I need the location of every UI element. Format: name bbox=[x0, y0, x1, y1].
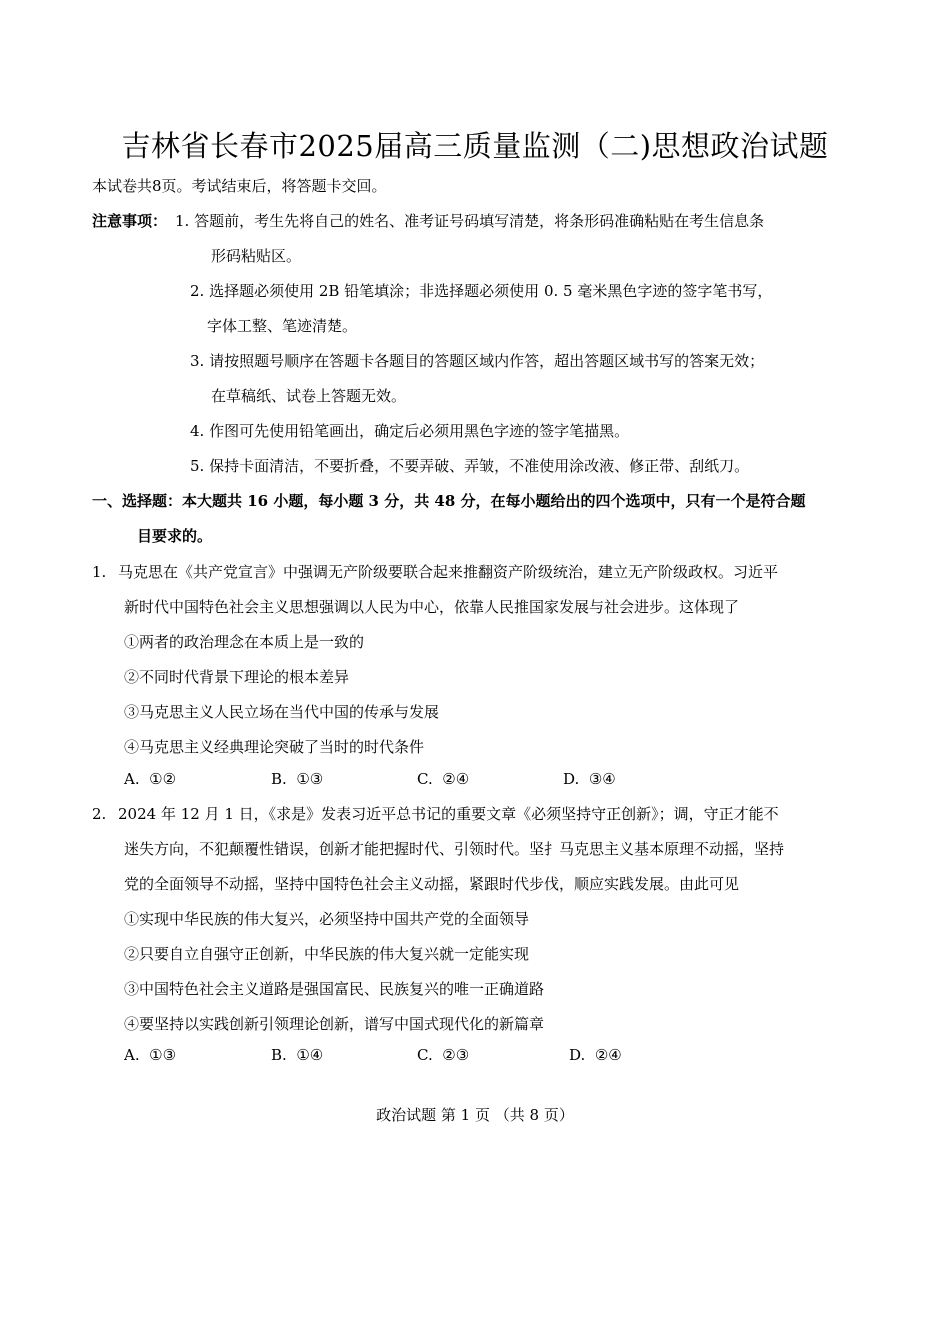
notice-item-2-cont: 字体工整、笔迹清楚。 bbox=[207, 317, 358, 335]
notice-item-5: 5. 保持卡面清洁，不要折叠，不要弄破、弄皱，不准使用涂改液、修正带、刮纸刀。 bbox=[190, 457, 750, 475]
option-value: ①② bbox=[149, 770, 177, 788]
question-stem-line: 2024 年 12 月 1 日，《求是》发表习近平总书记的重要文章《必须坚持守正创新》；调，守正才能不 bbox=[118, 805, 779, 823]
option-c bbox=[417, 1045, 469, 1065]
notice-label: 注意事项： bbox=[92, 212, 168, 230]
option-value: ①③ bbox=[296, 770, 324, 788]
intro-text: 本试卷共8页。考试结束后，将答题卡交回。 bbox=[92, 177, 387, 195]
option-b bbox=[271, 1045, 323, 1065]
option-value: ①③ bbox=[149, 1046, 177, 1064]
option-letter: C. bbox=[417, 1046, 433, 1064]
question-stem-line: 新时代中国特色社会主义思想强调以人民为中心，依靠人民推国家发展与社会进步。这体现了 bbox=[124, 598, 740, 616]
statement-1: ①实现中华民族的伟大复兴，必须坚持中国共产党的全面领导 bbox=[124, 910, 530, 928]
option-a bbox=[124, 769, 176, 789]
notice-item-1-cont: 形码粘贴区。 bbox=[211, 247, 302, 265]
option-b bbox=[271, 769, 323, 789]
statement-1: ①两者的政治理念在本质上是一致的 bbox=[124, 633, 365, 651]
option-value: ③④ bbox=[588, 770, 616, 788]
option-letter: B. bbox=[271, 770, 287, 788]
option-d bbox=[569, 1045, 622, 1065]
option-value: ②④ bbox=[594, 1046, 622, 1064]
statement-3: ③中国特色社会主义道路是强国富民、民族复兴的唯一正确道路 bbox=[124, 980, 545, 998]
option-letter: D. bbox=[569, 1046, 586, 1064]
option-letter: A. bbox=[124, 770, 140, 788]
option-letter: A. bbox=[124, 1046, 140, 1064]
option-c bbox=[417, 769, 469, 789]
option-value: ①④ bbox=[296, 1046, 324, 1064]
statement-4: ④马克思主义经典理论突破了当时的时代条件 bbox=[124, 738, 425, 756]
statement-4: ④要坚持以实践创新引领理论创新，谱写中国式现代化的新篇章 bbox=[124, 1015, 545, 1033]
question-number: 2. bbox=[92, 805, 107, 823]
section-heading: 一、选择题：本大题共 16 小题，每小题 3 分，共 48 分，在每小题给出的四个选项中，只有一个是符合题 bbox=[92, 492, 806, 510]
notice-item-3: 3. 请按照题号顺序在答题卡各题目的答题区域内作答，超出答题区域书写的答案无效； bbox=[190, 352, 765, 370]
option-value: ②④ bbox=[442, 770, 470, 788]
option-letter: B. bbox=[271, 1046, 287, 1064]
statement-2: ②只要自立自强守正创新，中华民族的伟大复兴就一定能实现 bbox=[124, 945, 530, 963]
option-value: ②③ bbox=[442, 1046, 470, 1064]
option-d bbox=[563, 769, 616, 789]
notice-item-3-cont: 在草稿纸、试卷上答题无效。 bbox=[211, 387, 407, 405]
option-a bbox=[124, 1045, 176, 1065]
option-letter: D. bbox=[563, 770, 580, 788]
notice-item-4: 4. 作图可先使用铅笔画出，确定后必须用黑色字迹的签字笔描黑。 bbox=[190, 422, 630, 440]
page-title: 吉林省长春市2025届高三质量监测（二)思想政治试题 bbox=[121, 129, 829, 163]
notice-item-2: 2. 选择题必须使用 2B 铅笔填涂；非选择题必须使用 0. 5 毫米黑色字迹的签字笔书写， bbox=[190, 282, 773, 300]
question-stem-line: 党的全面领导不动摇，坚持中国特色社会主义动摇，紧跟时代步伐，顺应实践发展。由此可见 bbox=[124, 875, 740, 893]
question-stem-line: 迷失方向，不犯颠覆性错误，创新才能把握时代、引领时代。坚扌马克思主义基本原理不动摇，坚持 bbox=[124, 840, 785, 858]
section-heading-cont: 目要求的。 bbox=[137, 527, 213, 545]
page-footer: 政治试题 第 1 页 （共 8 页） bbox=[376, 1106, 574, 1124]
option-letter: C. bbox=[417, 770, 433, 788]
question-number: 1. bbox=[92, 563, 107, 581]
statement-2: ②不同时代背景下理论的根本差异 bbox=[124, 668, 350, 686]
notice-item-1: 1. 答题前，考生先将自己的姓名、准考证号码填写清楚，将条形码准确粘贴在考生信息条 bbox=[175, 212, 765, 230]
statement-3: ③马克思主义人民立场在当代中国的传承与发展 bbox=[124, 703, 440, 721]
question-stem-line: 马克思在《共产党宣言》中强调无产阶级要联合起来推翻资产阶级统治，建立无产阶级政权。习近平 bbox=[118, 563, 779, 581]
